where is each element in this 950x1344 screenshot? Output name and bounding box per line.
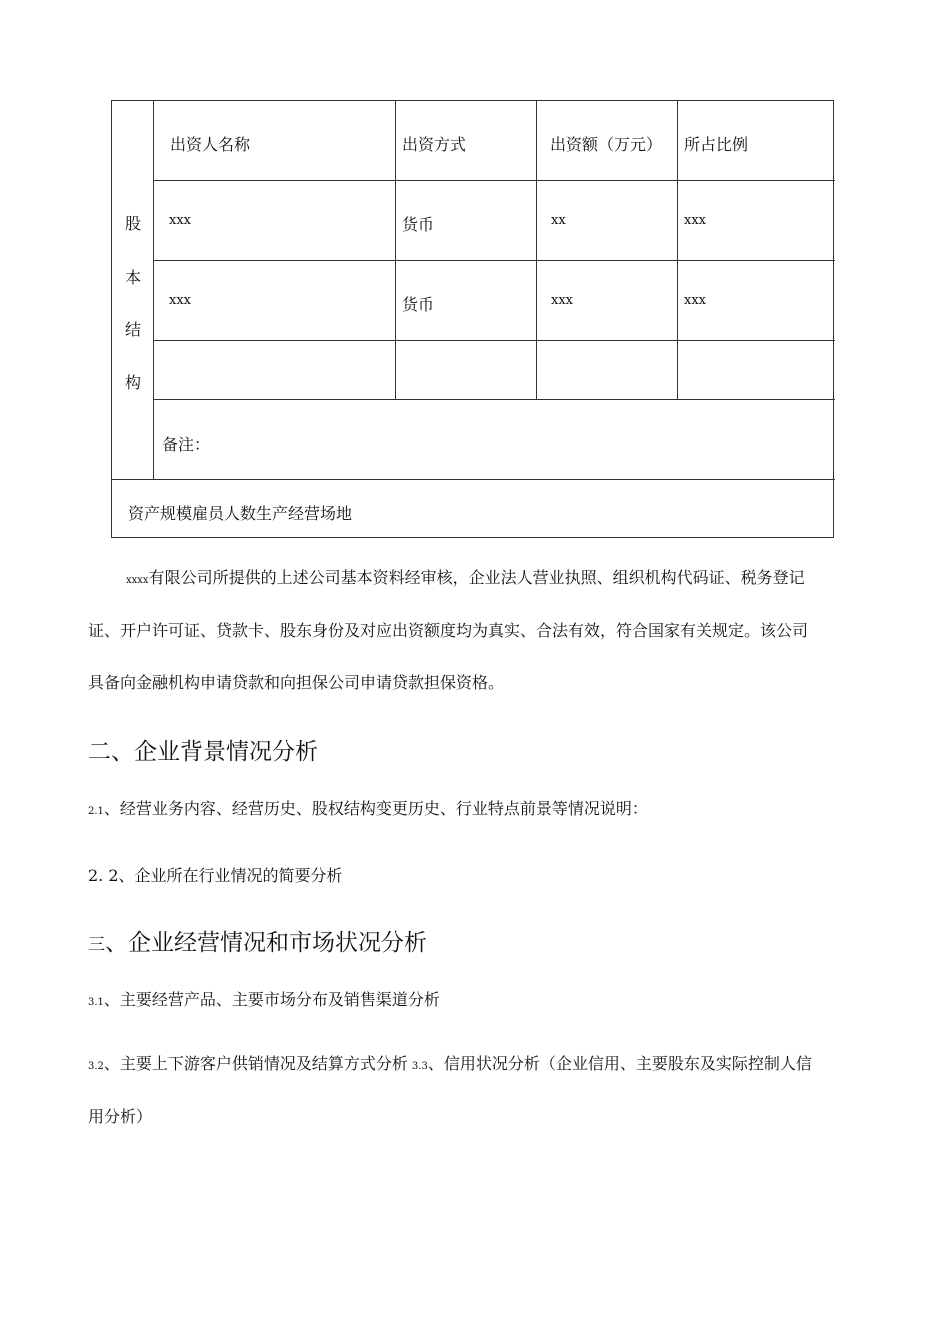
table-cell: xxx [169,293,191,308]
company-placeholder: xxxx [126,575,149,586]
section-2-heading: 二、企业背景情况分析 [88,739,318,765]
item-text: 、企业所在行业情况的简要分析 [118,866,343,885]
table-cell: xxx [169,213,191,228]
section-3-2-3 [88,1051,812,1074]
section-3-heading [88,924,427,957]
section-3-1 [88,987,440,1010]
column-divider [395,101,396,399]
section-2-2 [88,863,343,886]
section-3-3-continued: 用分析） [88,1107,153,1126]
item-text: 、信用状况分析（企业信用、主要股东及实际控制人信 [427,1054,812,1073]
remark-label: 备注： [162,435,211,454]
item-number: 3.1 [88,997,104,1008]
intro-line-2: 证、开户许可证、贷款卡、股东身份及对应出资额度均为真实、合法有效，符合国家有关规定。该公司 [88,621,809,640]
header-contribution-method: 出资方式 [402,135,467,154]
item-number: 3.2 [88,1061,104,1072]
row-divider [112,479,835,480]
intro-line-3: 具备向金融机构申请贷款和向担保公司申请贷款担保资格。 [88,673,505,692]
header-share-ratio: 所占比例 [684,135,749,154]
table-cell: xxx [551,293,573,308]
intro-text: 有限公司所提供的上述公司基本资料经审核，企业法人营业执照、组织机构代码证、税务登记 [148,568,805,587]
item-text: 、主要经营产品、主要市场分布及销售渠道分析 [103,990,440,1009]
section-title-text: 、企业经营情况和市场状况分析 [105,930,427,956]
item-number: 2. 2 [88,866,119,885]
intro-line-1 [126,565,805,588]
side-char-2: 本 [124,268,141,287]
side-char-4: 构 [124,373,141,392]
assets-employees-site-row: 资产规模雇员人数生产经营场地 [128,504,353,523]
table-cell: 货币 [402,295,435,314]
row-divider [154,340,835,341]
column-divider [536,101,537,399]
section-2-1 [88,796,648,819]
table-cell: 货币 [402,215,435,234]
item-number: 3.3 [411,1061,428,1072]
column-divider [677,101,678,399]
table-cell: xxx [684,293,706,308]
equity-structure-table [111,100,834,538]
section-number: 三 [88,935,105,955]
row-divider [154,180,835,181]
row-divider [154,260,835,261]
item-text: 、主要上下游客户供销情况及结算方式分析 [103,1054,408,1073]
item-number: 2.1 [88,806,104,817]
header-contribution-amount: 出资额（万元） [550,135,663,154]
item-text: 、经营业务内容、经营历史、股权结构变更历史、行业特点前景等情况说明： [103,799,648,818]
row-divider [154,399,835,400]
equity-structure-side-cell [112,101,154,480]
table-cell: xxx [684,213,706,228]
side-char-1: 股 [124,214,141,233]
table-cell: xx [551,213,566,228]
header-investor-name: 出资人名称 [170,135,251,154]
side-char-3: 结 [124,320,141,339]
